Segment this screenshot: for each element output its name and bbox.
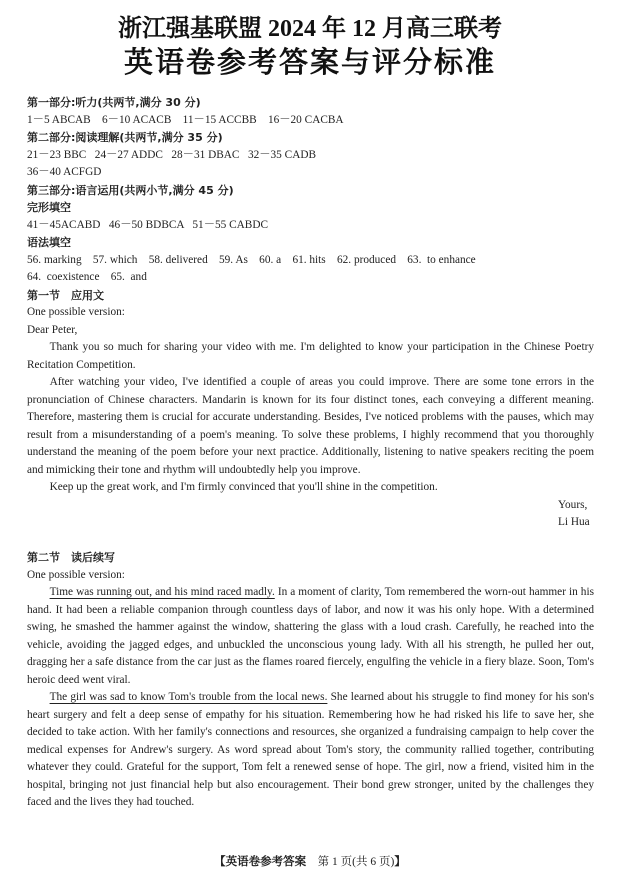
letter-paragraph: After watching your video, I've identified a couple of areas you could improve. There are some tone errors in the pronunciation of Chinese characters. Mandarin is known for its four distinct tones, each conveying a different meaning. Therefore, mastering them is crucial for accurate understanding. Besides, I've noticed problems with the pauses, which may result from a misunderstanding of a poem's meaning. To solve these problems, I highly recommend that you thoroughly understand the meaning of the poem before your next practice. Additionally, listening to native speakers reciting the poem and mimicking their tone and rhythm will undoubtedly help you improve. [27, 376, 594, 476]
part3-heading: 第三部分:语言运用(共两小节,满分 45 分) [27, 183, 234, 197]
given-opening-sentence: Time was running out, and his mind raced madly. [49, 586, 275, 598]
part2-answers-2: 36－40 ACFGD [27, 166, 102, 178]
part2-heading: 第二部分:阅读理解(共两节,满分 35 分) [27, 131, 223, 144]
letter-paragraph: Thank you so much for sharing your video with me. I'm delighted to know your participation in the Chinese Poetry Recitation Competition. [27, 341, 594, 371]
page-number: 第 1 页(共 6 页) [317, 856, 395, 868]
document-subtitle: 英语卷参考答案与评分标准 [123, 47, 496, 79]
story-paragraph-1 [27, 584, 594, 689]
story-body: She learned about his struggle to find money for his son's heart surgery and felt a deep sense of empathy for his situation. Remembering how he had risked his life to save her, she decided to take action. With her family's connections and resources, she organized a fundraising campaign to help cover the medical expenses for Andrew's surgery. As word spread about Tom's story, the community rallied together, contributing whatever they could. Grateful for the support, Tom felt a renewed sense of hope. The girl, now a friend, visited him in the hospital, bringing not just financial help but also encouragement. Their bond grew stronger, united by the challenges they faced and the lives they had touched. [27, 691, 594, 808]
page-footer [0, 853, 620, 869]
section1-intro: One possible version: [27, 306, 125, 318]
footer-title: 【英语卷参考答案 [214, 854, 307, 868]
section1-heading: 第一节 应用文 [27, 288, 104, 302]
letter-signature [27, 514, 594, 532]
section2-intro: One possible version: [27, 568, 125, 581]
story-paragraph-2 [27, 689, 594, 812]
grammar-answers-2: 64. coexistence 65. and [27, 271, 147, 283]
part1-heading: 第一部分:听力(共两节,满分 30 分) [27, 96, 201, 109]
cloze-heading: 完形填空 [27, 201, 71, 214]
answer-content [27, 94, 594, 812]
part2-answers-1: 21－23 BBC 24－27 ADDC 28－31 DBAC 32－35 CADB [27, 148, 317, 161]
story-body: In a moment of clarity, Tom remembered the worn-out hammer in his hand. It had been a reliable companion through countless days of labor, and now it was his only hope. With a determined swing, he smashed the hammer against the window, shattering the glass with a loud crash. Carefully, he reached into the vehicle, avoiding the jagged edges, and unbuckled the unconscious young lady. With all his strength, he pulled her out, dragging her a safe distance from the car just as the flames roared fiercely, engulfing the vehicle in a fiery blaze. Soon, Tom's heroic deed went viral. [27, 586, 594, 686]
letter-closing [27, 497, 594, 515]
cloze-answers: 41－45ACABD 46－50 BDBCA 51－55 CABDC [27, 218, 269, 231]
closing-text: Yours, [558, 498, 588, 511]
footer-bracket: 】 [394, 854, 406, 868]
part1-answers: 1－5 ABCAB 6－10 ACACB 11－15 ACCBB 16－20 CACBA [27, 113, 344, 126]
document-title: 浙江强基联盟 2024 年 12 月高三联考 [118, 16, 502, 42]
letter-paragraph: Keep up the great work, and I'm firmly convinced that you'll shine in the competition. [49, 481, 438, 493]
section2-heading: 第二节 读后续写 [27, 551, 115, 564]
letter-greeting: Dear Peter, [27, 323, 78, 336]
signature-text: Li Hua [558, 516, 590, 528]
grammar-heading: 语法填空 [27, 236, 71, 249]
given-opening-sentence: The girl was sad to know Tom's trouble from the local news. [49, 691, 328, 703]
grammar-answers-1: 56. marking 57. which 58. delivered 59. As 60. a 61. hits 62. produced 63. to enhance [27, 253, 476, 266]
